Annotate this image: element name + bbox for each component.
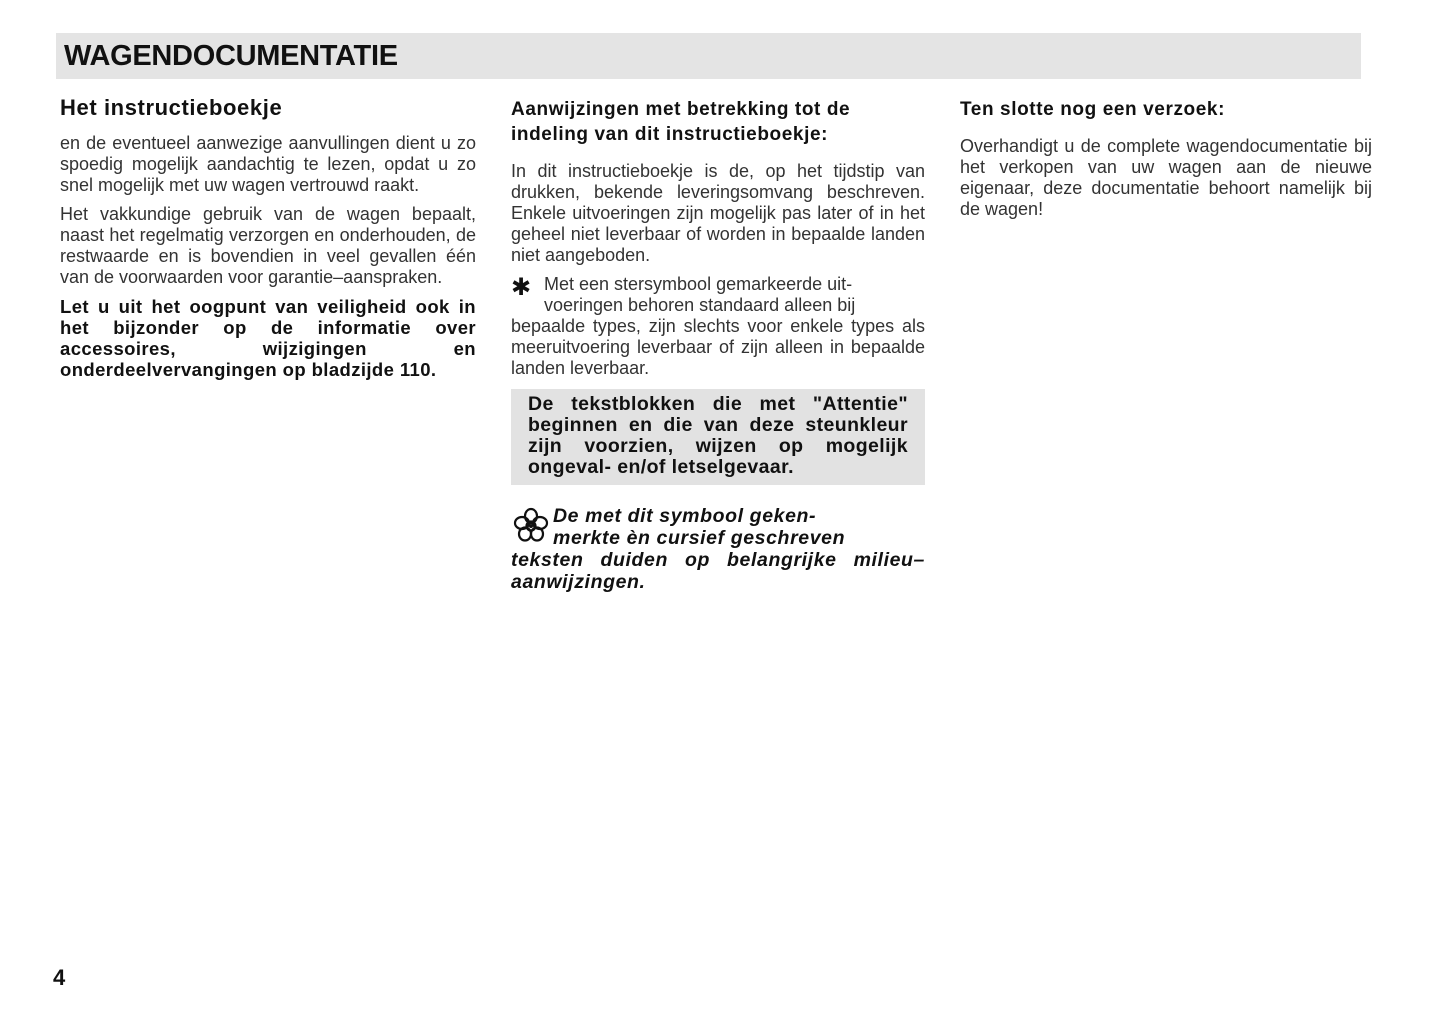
attention-text: De tekstblokken die met "Attentie" beginnen en die van deze steunkleur zijn voorzien, wijzen op mogelijk ongeval- en/of letselgevaar. xyxy=(528,393,908,478)
eco-line-2: merkte èn cursief geschreven xyxy=(553,527,846,549)
paragraph-delivery-scope: In dit instructieboekje is de, op het tijdstip van drukken, bekende leveringsomvang beschreven. Enkele uitvoeringen zijn mogelijk pas later of in het geheel niet leverbaar of worden in bepaalde landen niet aangeboden. xyxy=(511,161,925,265)
star-symbol-paragraph xyxy=(511,274,925,379)
column-right xyxy=(960,94,1372,228)
page-number: 4 xyxy=(53,965,66,990)
heading-aanwijzingen: Aanwijzingen met betrekking tot de indeling van dit instructieboekje: xyxy=(511,99,851,145)
eco-line-1: De met dit symbool geken- xyxy=(553,505,817,527)
section-title: WAGENDOCUMENTATIE xyxy=(64,40,398,72)
heading-instructieboekje: Het instructieboekje xyxy=(60,95,283,120)
paragraph-handover: Overhandigt u de complete wagendocumentatie bij het verkopen van uw wagen aan de nieuwe eigenaar, deze documentatie behoort namelijk bij de wagen! xyxy=(960,136,1372,219)
attention-box xyxy=(511,389,925,485)
eco-line-rest: teksten duiden op belangrijke milieu–aanwijzingen. xyxy=(511,549,925,593)
paragraph-intro: en de eventueel aanwezige aanvullingen dient u zo spoedig mogelijk aandachtig te lezen, opdat u zo snel mogelijk met uw wagen vertrouwd raakt. xyxy=(60,133,476,195)
star-line-2: voeringen behoren standaard alleen bij xyxy=(544,295,856,315)
asterisk-star-icon: ✱ xyxy=(511,274,532,301)
flower-environment-icon xyxy=(511,506,551,546)
paragraph-safety-notice: Let u uit het oogpunt van veiligheid ook in het bijzonder op de informatie over accessoires, wijzigingen en onderdeelvervangingen op bladzijde 110. xyxy=(60,296,476,380)
section-header-bar xyxy=(56,33,1361,79)
heading-verzoek: Ten slotte nog een verzoek: xyxy=(960,99,1226,120)
environment-note xyxy=(511,505,925,593)
paragraph-usage: Het vakkundige gebruik van de wagen bepaalt, naast het regelmatig verzorgen en onderhouden, de restwaarde en is bovendien in veel gevallen één van de voorwaarden voor garantie–aanspraken. xyxy=(60,204,476,287)
column-middle xyxy=(511,94,925,593)
column-left xyxy=(60,94,476,380)
star-line-rest: bepaalde types, zijn slechts voor enkele types als meeruitvoering leverbaar of zijn alleen in bepaalde landen leverbaar. xyxy=(511,316,925,378)
star-line-1: Met een stersymbool gemarkeerde uit- xyxy=(544,274,853,294)
